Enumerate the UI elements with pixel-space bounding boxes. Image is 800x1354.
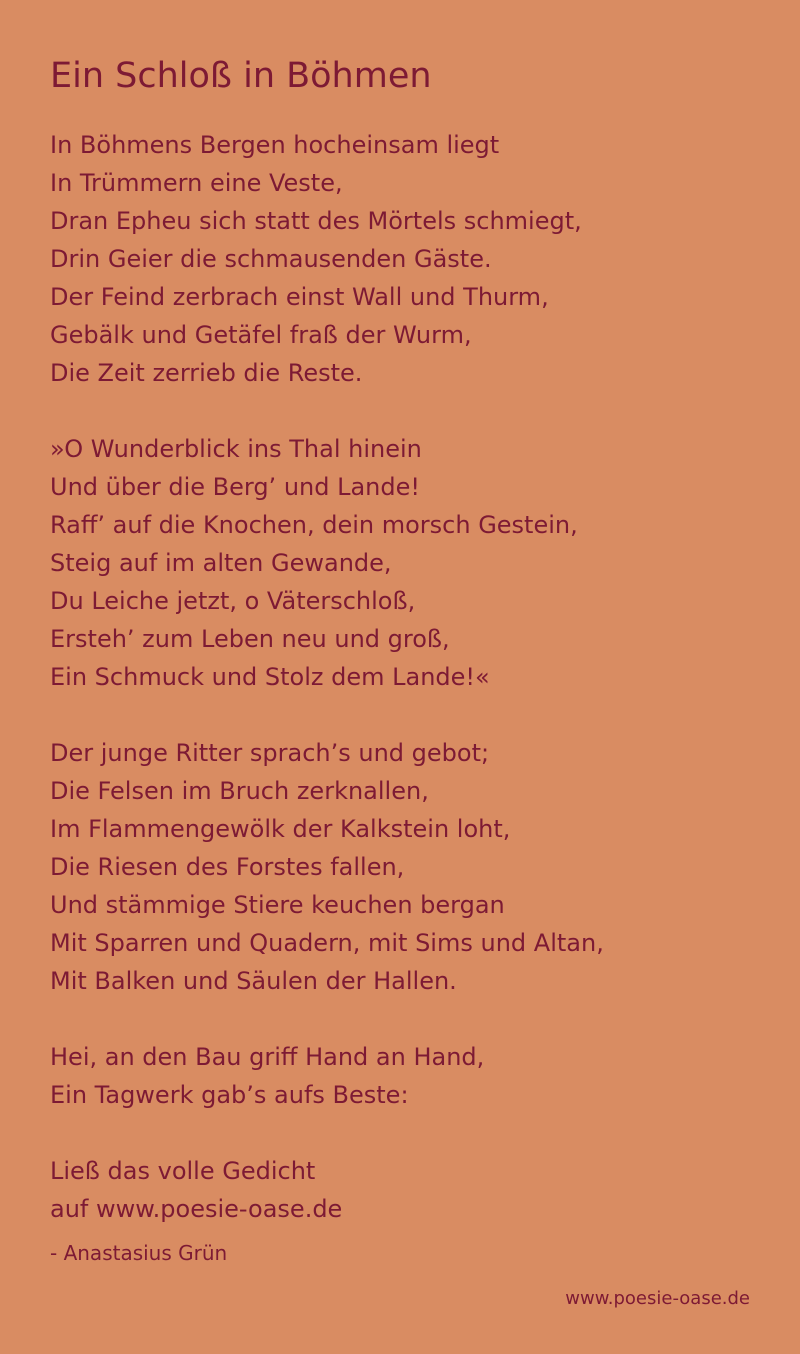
poem-line: Raff’ auf die Knochen, dein morsch Gestein, — [50, 511, 578, 539]
poem-author: - Anastasius Grün — [50, 1241, 228, 1265]
stanza-1 — [50, 126, 770, 392]
poem-line: Die Felsen im Bruch zerknallen, — [50, 777, 429, 805]
poem-line: Mit Sparren und Quadern, mit Sims und Altan, — [50, 929, 604, 957]
poem-line: Ersteh’ zum Leben neu und groß, — [50, 625, 450, 653]
poem-line: Und über die Berg’ und Lande! — [50, 473, 421, 501]
poem-line: Der Feind zerbrach einst Wall und Thurm, — [50, 283, 549, 311]
poem-line: Hei, an den Bau griff Hand an Hand, — [50, 1043, 485, 1071]
poem-line: Gebälk und Getäfel fraß der Wurm, — [50, 321, 472, 349]
stanza-2 — [50, 430, 770, 696]
full-poem-note — [50, 1152, 770, 1228]
poem-line: Ein Schmuck und Stolz dem Lande!« — [50, 663, 490, 691]
stanza-4 — [50, 1038, 770, 1114]
poem-line: Mit Balken und Säulen der Hallen. — [50, 967, 457, 995]
poem-line: Im Flammengewölk der Kalkstein loht, — [50, 815, 511, 843]
poem-body — [50, 126, 770, 1228]
poem-line: Drin Geier die schmausenden Gäste. — [50, 245, 492, 273]
poem-line: Die Zeit zerrieb die Reste. — [50, 359, 363, 387]
poem-line: Ein Tagwerk gab’s aufs Beste: — [50, 1081, 409, 1109]
stanza-3 — [50, 734, 770, 1000]
site-watermark: www.poesie-oase.de — [565, 1288, 750, 1309]
full-poem-link-line[interactable]: auf www.poesie-oase.de — [50, 1195, 343, 1223]
poem-line: Die Riesen des Forstes fallen, — [50, 853, 405, 881]
poem-line: »O Wunderblick ins Thal hinein — [50, 435, 422, 463]
poem-line: Der junge Ritter sprach’s und gebot; — [50, 739, 490, 767]
poem-line: Dran Epheu sich statt des Mörtels schmiegt, — [50, 207, 582, 235]
full-poem-note-line: Ließ das volle Gedicht — [50, 1157, 316, 1185]
poem-line: Du Leiche jetzt, o Väterschloß, — [50, 587, 416, 615]
poem-line: Steig auf im alten Gewande, — [50, 549, 392, 577]
poem-title: Ein Schloß in Böhmen — [50, 56, 432, 96]
poem-line: In Trümmern eine Veste, — [50, 169, 343, 197]
poem-line: In Böhmens Bergen hocheinsam liegt — [50, 131, 500, 159]
poem-line: Und stämmige Stiere keuchen bergan — [50, 891, 505, 919]
